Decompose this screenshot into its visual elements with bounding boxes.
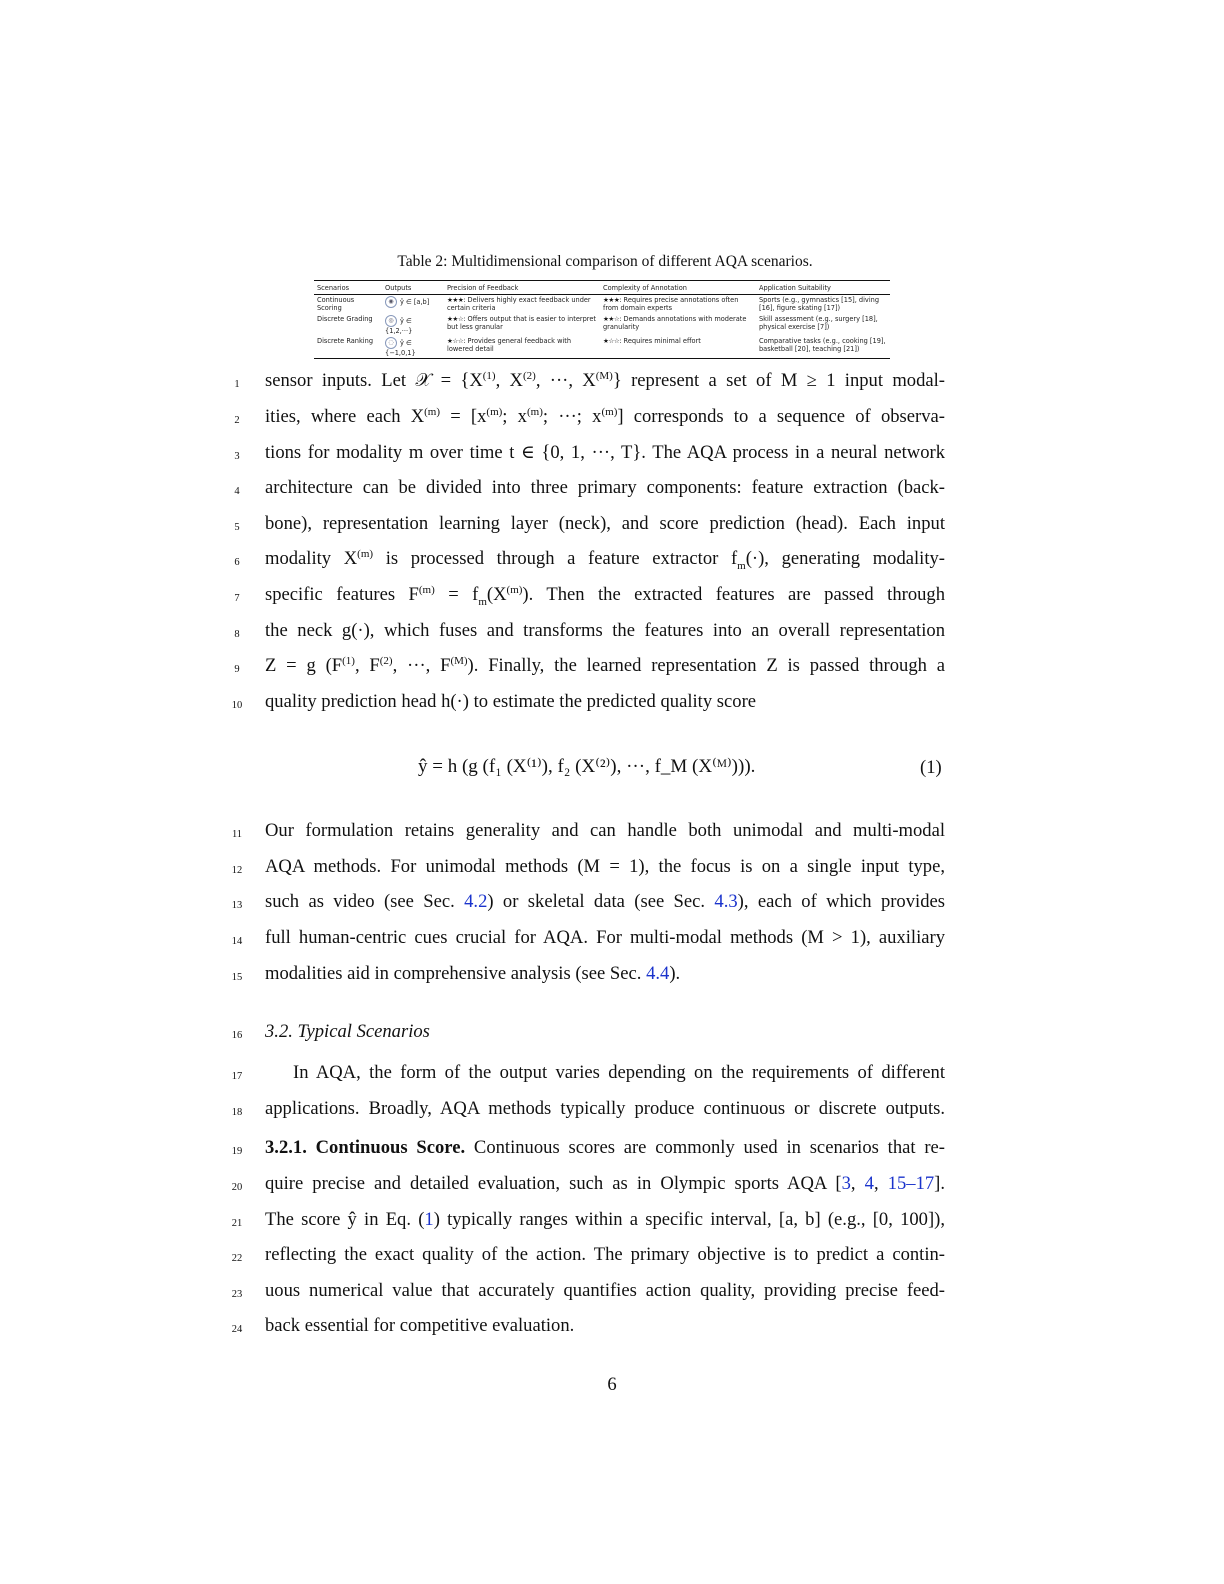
line-number: 24 <box>231 1324 243 1335</box>
scenario-cell: Discrete Ranking <box>317 336 374 345</box>
text-line <box>0 820 1224 856</box>
line-number: 19 <box>231 1146 243 1157</box>
header-application: Application Suitability <box>759 284 831 292</box>
scenario-cell: Discrete Grading <box>317 314 373 323</box>
line-content: Z = g ($F^{(1)}$, $F^{(2)}$, ···, $F^{(M)}$). Finally, the learned representation Z is passed through a <box>265 655 945 677</box>
line-number: 18 <box>231 1107 243 1118</box>
section-link[interactable]: 4.2 <box>464 891 488 912</box>
table-row <box>314 295 890 314</box>
text-line <box>0 1137 1224 1173</box>
subsection-heading: 3.2.1. Continuous Score. <box>265 1137 466 1158</box>
header-precision: Precision of Feedback <box>447 284 519 292</box>
line-content: such as video (see Sec. 4.2) or skeletal data (see Sec. 4.3), each of which provides <box>265 891 945 912</box>
complexity-cell: ★☆☆: Requires minimal effort <box>603 336 701 345</box>
line-content: applications. Broadly, AQA methods typically produce continuous or discrete outputs. <box>265 1098 945 1119</box>
line-content: sensor inputs. Let 𝒳 = {$X^{(1)}$, $X^{(2)}$, ···, $X^{(M)}$} represent a set of M ≥ 1 input modal- <box>265 370 945 392</box>
header-complexity: Complexity of Annotation <box>603 284 687 292</box>
text-line <box>0 584 1224 620</box>
line-number: 11 <box>231 829 243 840</box>
line-content: tions for modality m over time t ∈ {0, 1, ···, T}. The AQA process in a neural network <box>265 442 945 463</box>
line-number: 21 <box>231 1218 243 1229</box>
text-line <box>0 1244 1224 1280</box>
table-header-row <box>314 281 890 295</box>
grading-icon: ◎ <box>385 315 397 327</box>
section-heading: 3.2. Typical Scenarios <box>265 1021 430 1042</box>
table-row <box>314 336 890 359</box>
scoring-icon: ◉ <box>385 296 397 308</box>
application-cell: Comparative tasks (e.g., cooking [19], basketball [20], teaching [21]) <box>759 336 886 354</box>
line-number: 3 <box>234 451 240 462</box>
text-line <box>0 513 1224 549</box>
text-line <box>0 1098 1224 1134</box>
star-rating: ★★☆ <box>603 314 620 323</box>
scenario-comparison-table <box>314 280 890 359</box>
line-number: 13 <box>231 900 243 911</box>
line-content: modality $X^{(m)}$ is processed through a feature extractor $f_m(\cdot)$, generating modality- <box>265 548 945 572</box>
line-number: 9 <box>234 664 240 675</box>
text-line <box>0 963 1224 999</box>
precision-cell: ★★☆: Offers output that is easier to interpret but less granular <box>447 314 596 331</box>
line-number: 16 <box>231 1030 243 1041</box>
precision-cell: ★☆☆: Provides general feedback with lowered detail <box>447 336 572 354</box>
citation-link[interactable]: 4 <box>864 1173 874 1194</box>
line-number: 10 <box>231 700 243 711</box>
line-content: AQA methods. For unimodal methods (M = 1), the focus is on a single input type, <box>265 856 945 877</box>
equation-number: (1) <box>920 757 942 778</box>
header-outputs: Outputs <box>385 284 412 292</box>
line-content: architecture can be divided into three primary components: feature extraction (back- <box>265 477 945 498</box>
star-rating: ★☆☆ <box>447 336 464 345</box>
line-number: 12 <box>231 865 243 876</box>
line-number: 17 <box>231 1071 243 1082</box>
section-link[interactable]: 4.3 <box>714 891 738 912</box>
header-scenarios: Scenarios <box>317 284 350 292</box>
line-content: The score ŷ in Eq. (1) typically ranges within a specific interval, [a, b] (e.g., [0, 100]), <box>265 1209 946 1230</box>
table-caption: Table 2: Multidimensional comparison of different AQA scenarios. <box>397 253 813 270</box>
table-row <box>314 314 890 336</box>
text-line <box>0 442 1224 478</box>
text-line <box>0 620 1224 656</box>
line-number: 2 <box>234 415 240 426</box>
text-line <box>0 1209 1224 1245</box>
text-line <box>0 856 1224 892</box>
line-number: 23 <box>231 1289 243 1300</box>
line-number: 20 <box>231 1182 243 1193</box>
line-number: 4 <box>234 486 240 497</box>
text-line <box>0 1021 1224 1057</box>
text-line <box>0 406 1224 442</box>
section-link[interactable]: 4.4 <box>646 963 670 984</box>
text-line <box>0 927 1224 963</box>
star-rating: ★★☆ <box>447 314 464 323</box>
text-line <box>0 1062 1224 1098</box>
line-content: quire precise and detailed evaluation, such as in Olympic sports AQA [3, 4, 15–17]. <box>265 1173 946 1194</box>
line-content: back essential for competitive evaluation. <box>265 1315 575 1336</box>
line-content: uous numerical value that accurately quantifies action quality, providing precise feed- <box>265 1280 945 1301</box>
line-content: full human-centric cues crucial for AQA. For multi-modal methods (M > 1), auxiliary <box>265 927 945 948</box>
output-cell: ◌ ŷ ∈ {−1,0,1} <box>385 338 416 357</box>
star-rating: ★☆☆ <box>603 336 620 345</box>
page-number: 6 <box>607 1374 617 1395</box>
text-line <box>0 1173 1224 1209</box>
application-cell: Skill assessment (e.g., surgery [18], physical exercise [7]) <box>759 314 878 331</box>
line-number: 6 <box>234 557 240 568</box>
output-cell: ◉ ŷ ∈ [a,b] <box>382 295 444 314</box>
text-line <box>0 691 1224 727</box>
text-line <box>0 655 1224 691</box>
citation-link[interactable]: 15–17 <box>887 1173 935 1194</box>
text-line <box>0 1280 1224 1316</box>
text-line <box>0 548 1224 584</box>
line-content: specific features $F^{(m)} = f_m(X^{(m)})$. Then the extracted features are passed through <box>265 584 946 608</box>
complexity-cell: ★★★: Requires precise annotations often from domain experts <box>603 296 739 313</box>
text-line <box>0 477 1224 513</box>
equation: ŷ = h (g (f₁ (X⁽¹⁾), f₂ (X⁽²⁾), ···, f_M (X⁽ᴹ⁾))). <box>418 756 756 777</box>
citation-link[interactable]: 3 <box>841 1173 851 1194</box>
line-content: quality prediction head h(·) to estimate the predicted quality score <box>265 691 757 712</box>
line-number: 5 <box>234 522 240 533</box>
line-number: 22 <box>231 1253 243 1264</box>
scenario-cell: Continuous Scoring <box>317 296 355 313</box>
line-number: 7 <box>234 593 240 604</box>
line-content: Our formulation retains generality and can handle both unimodal and multi-modal <box>265 820 945 841</box>
star-rating: ★★★ <box>447 296 464 305</box>
complexity-cell: ★★☆: Demands annotations with moderate granularity <box>603 314 747 331</box>
text-line <box>0 1315 1224 1351</box>
ranking-icon: ◌ <box>385 337 397 349</box>
application-cell: Sports (e.g., gymnastics [15], diving [16], figure skating [17]) <box>759 296 880 313</box>
star-rating: ★★★ <box>603 296 620 305</box>
line-content: the neck g(·), which fuses and transforms the features into an overall representation <box>265 620 945 641</box>
line-number: 15 <box>231 972 243 983</box>
precision-cell: ★★★: Delivers highly exact feedback under certain criteria <box>447 296 591 313</box>
line-content: ities, where each $X^{(m)} = [x^{(m)}$; $x^{(m)}$; ···; $x^{(m)}$] corresponds to a sequence of observa- <box>265 406 945 428</box>
output-cell: ◎ ŷ ∈ {1,2,···} <box>385 316 413 335</box>
line-content: bone), representation learning layer (neck), and score prediction (head). Each input <box>265 513 945 534</box>
line-content: 3.2.1. Continuous Score. Continuous scores are commonly used in scenarios that re- <box>265 1137 945 1158</box>
text-line <box>0 891 1224 927</box>
line-content: reflecting the exact quality of the action. The primary objective is to predict a contin- <box>265 1244 945 1265</box>
text-line <box>0 370 1224 406</box>
line-content: modalities aid in comprehensive analysis (see Sec. 4.4). <box>265 963 681 984</box>
line-number: 14 <box>231 936 243 947</box>
equation-link[interactable]: 1 <box>424 1209 434 1230</box>
line-number: 8 <box>234 629 240 640</box>
line-number: 1 <box>234 379 240 390</box>
line-content: In AQA, the form of the output varies depending on the requirements of different <box>293 1062 945 1083</box>
